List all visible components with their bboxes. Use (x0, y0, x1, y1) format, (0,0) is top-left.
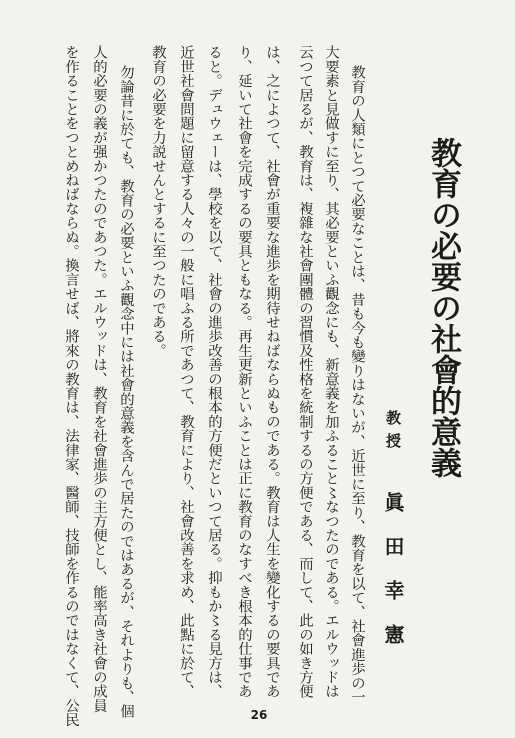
author-role: 教授 (384, 410, 402, 456)
body-line: を作ることをつとめねばならぬ。換言せば、將來の教育は、法律家、醫師、技師を作るのではなくて、公民 (63, 45, 79, 727)
body-line: 教育の人類にとつて必要なことは、昔も今も變りはないが、近世に至り、教育を以て、社會進歩の一 (349, 65, 365, 704)
article-title: 教育の必要の社會的意義 (425, 137, 461, 478)
body-line: り、延いて社會を完成するの要具ともなる。再生更新といふことは正に教育のなすべき根本的仕事であ (236, 45, 252, 699)
body-line: 教育の必要を力説せんとするに至つたのである。 (150, 45, 166, 358)
body-line: 勿論昔に於ても、教育の必要といふ觀念中には社會的意義を含んで居たのではあるが、それよりも、個 (118, 65, 134, 719)
page-number: 26 (250, 708, 268, 722)
body-line: 大要素と見做すに至り、其必要といふ觀念にも、新意義を加ふること〻なつたのである。エルウッドは (323, 45, 339, 699)
author-name: 眞田幸憲 (381, 492, 405, 668)
body-line: 云つて居るが、教育は、複雜な社會團體の習慣及性格を統制するの方便である、而して、此の如き方便 (297, 45, 313, 699)
body-line: 近世社會問題に留意する人々の一般に唱ふる所であつて、教育により、社會改善を求め、此點に於て、 (178, 45, 194, 699)
body-line: ると。デュウェーは、學校を以て、社會の進歩改善の根本的方便だといつて居る。抑もか〻る見方は、 (206, 45, 222, 699)
body-line: 人的必要の義が强かつたのであつた。エルウッドは、教育を社會進歩の主方便とし、能率高き社會の成員 (91, 45, 107, 713)
body-line: は、之によつて、社會が重要な進歩を期待せねばならぬものである。教育は人生を變化するの要具であ (264, 45, 280, 699)
